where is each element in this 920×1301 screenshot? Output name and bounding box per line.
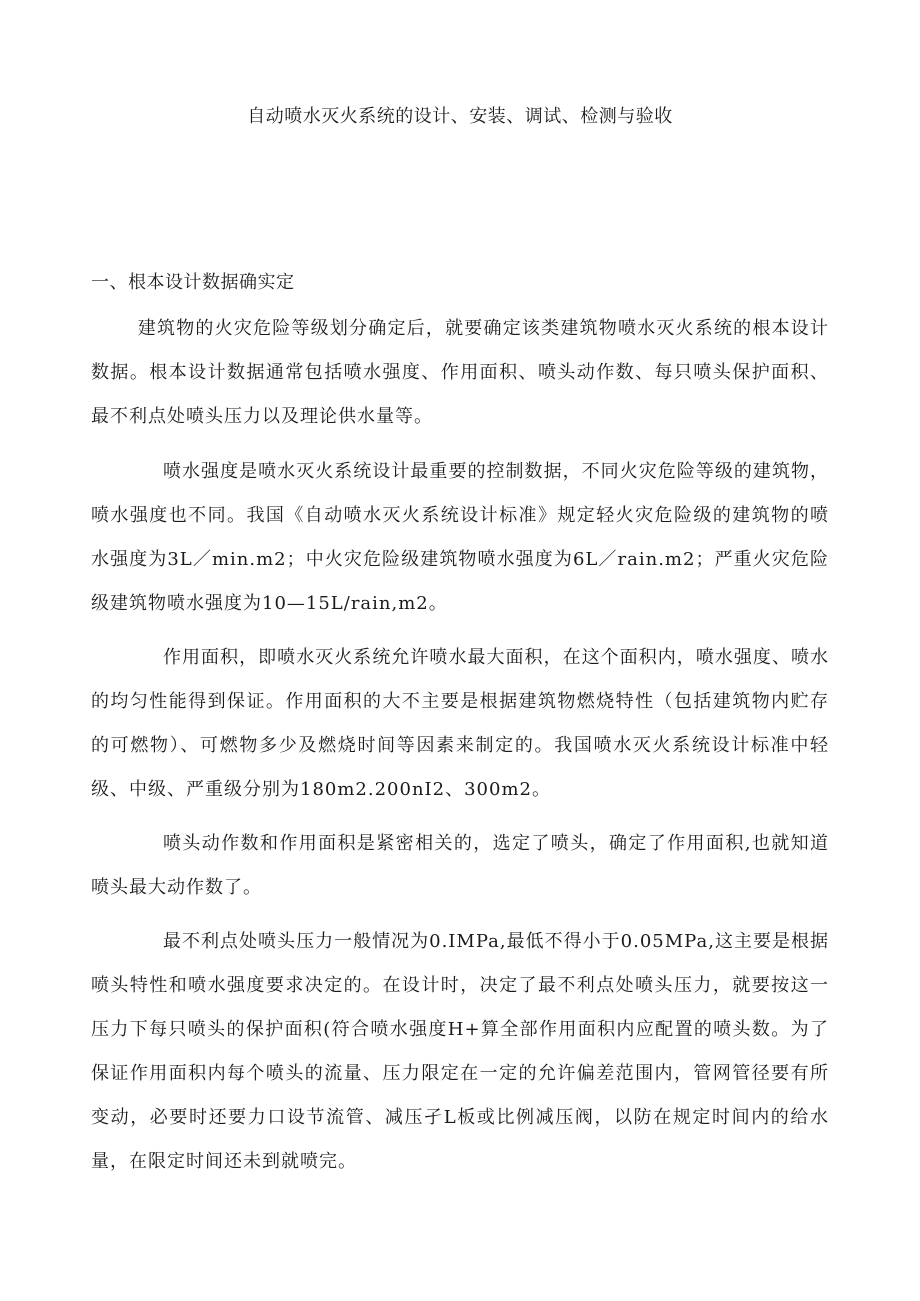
section-heading: 一、根本设计数据确实定 <box>91 272 295 293</box>
paragraph-sprinkler-pressure: 最不利点处喷头压力一般情况为0.IMPa,最低不得小于0.05MPa,这主要是根据喷头特性和喷水强度要求决定的。在设计时，决定了最不利点处喷头压力，就要按这一压力下每只喷头的保护面积(符合喷水强度H+算全部作用面积内应配置的喷头数。为了保证作用面积内每个喷头的流量、压力限定在一定的允许偏差范围内，管网管径要有所变动，必要时还要力口设节流管、减压孑L板或比例减压阀，以防在规定时间内的给水量，在限定时间还未到就喷完。 <box>91 931 829 1172</box>
paragraph-intro: 建筑物的火灾危险等级划分确定后，就要确定该类建筑物喷水灭火系统的根本设计数据。根本设计数据通常包括喷水强度、作用面积、喷头动作数、每只喷头保护面积、最不利点处喷头压力以及理论供水量等。 <box>91 318 829 427</box>
paragraph-spray-intensity: 喷水强度是喷水灭火系统设计最重要的控制数据，不同火灾危险等级的建筑物，喷水强度也不同。我国《自动喷水灭火系统设计标准》规定轻火灾危险级的建筑物的喷水强度为3L／min.m2；中火灾危险级建筑物喷水强度为6L／rain.m2；严重火灾危险级建筑物喷水强度为10—15L/rain,m2。 <box>91 461 829 614</box>
paragraph-sprinkler-count: 喷头动作数和作用面积是紧密相关的，选定了喷头，确定了作用面积,也就知道喷头最大动作数了。 <box>91 833 829 898</box>
paragraph-operating-area: 作用面积，即喷水灭火系统允许喷水最大面积，在这个面积内，喷水强度、喷水的均匀性能得到保证。作用面积的大不主要是根据建筑物燃烧特性（包括建筑物内贮存的可燃物）、可燃物多少及燃烧时间等因素来制定的。我国喷水灭火系统设计标准中轻级、中级、严重级分别为180m2.200nI2、300m2。 <box>91 647 829 800</box>
document-title: 自动喷水灭火系统的设计、安装、调试、检测与验收 <box>247 106 673 127</box>
